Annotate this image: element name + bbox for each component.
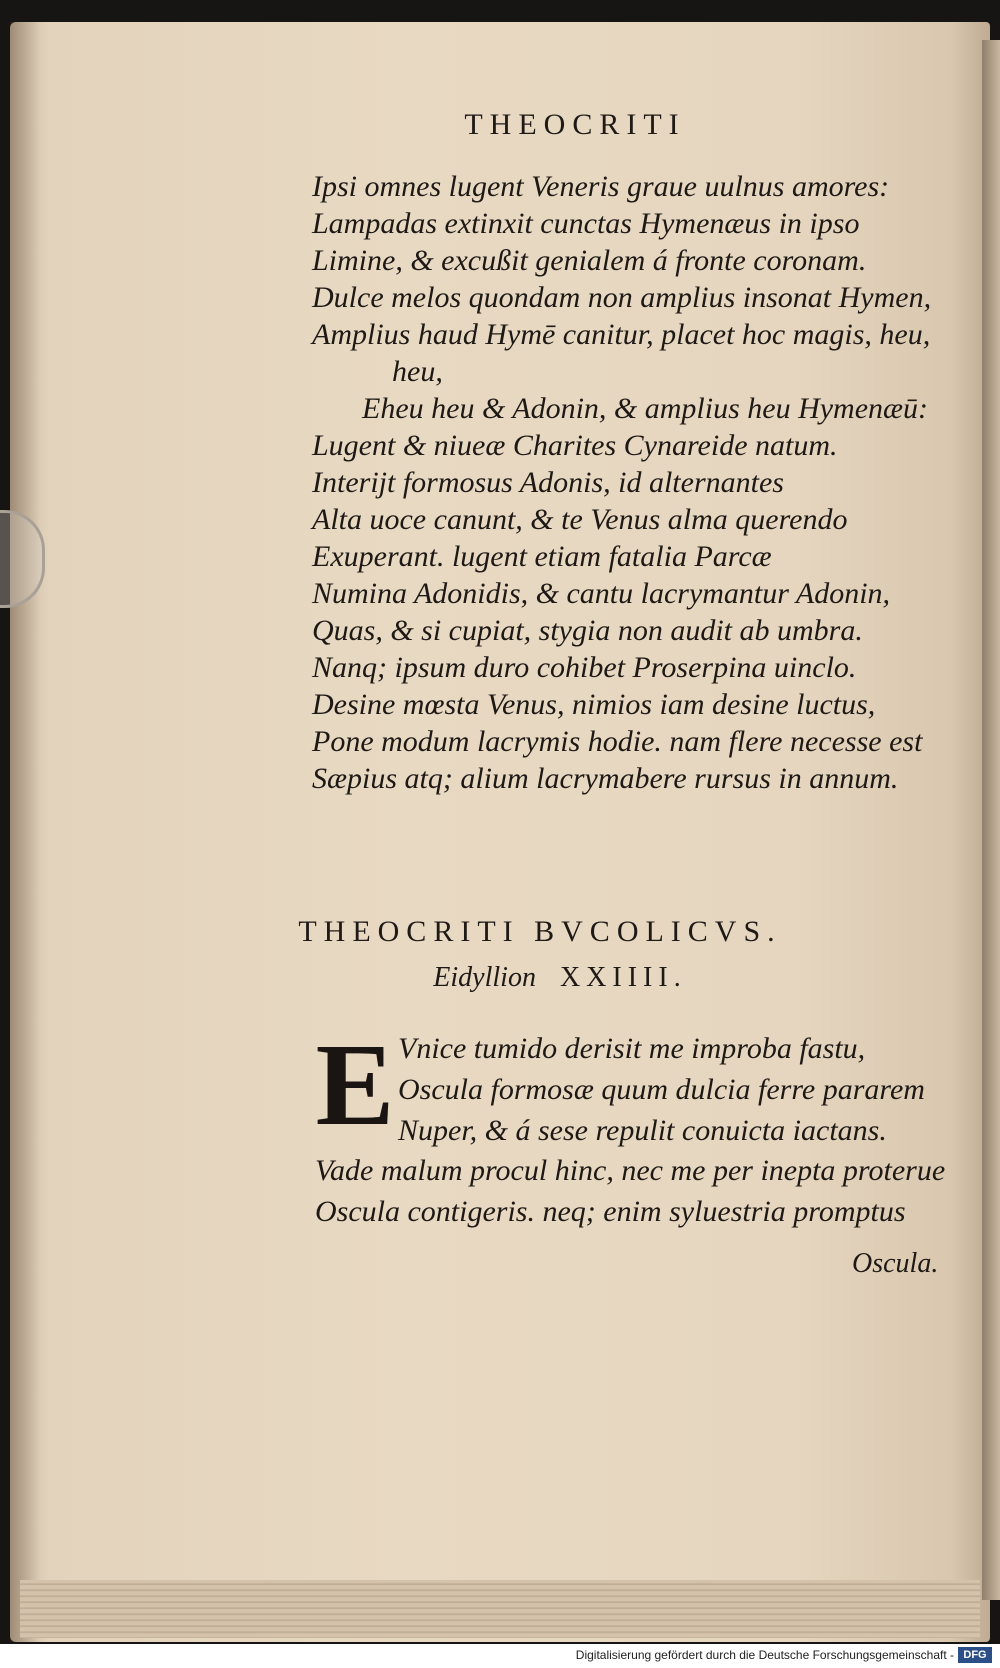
verse-line: Amplius haud Hymē canitur, placet hoc magis, heu,: [312, 318, 931, 351]
footer-credit: Digitalisierung gefördert durch die Deutsche Forschungsgemeinschaft -: [575, 1648, 954, 1662]
verse-line: Numina Adonidis, & cantu lacrymantur Adonin,: [312, 577, 891, 610]
verse-line: Lugent & niueæ Charites Cynareide natum.: [312, 429, 838, 462]
verse-line: Eheu heu & Adonin, & amplius heu Hymenæū:: [362, 392, 929, 425]
section-title: THEOCRITI BVCOLICVS.: [298, 915, 782, 948]
subtitle-number: XXIIII.: [559, 962, 687, 993]
verse-line: heu,: [392, 355, 443, 388]
poem-line: Vnice tumido derisit me improba fastu,: [398, 1032, 866, 1065]
verse-line: Sæpius atq; alium lacrymabere rursus in annum.: [312, 762, 899, 795]
verse-line: Pone modum lacrymis hodie. nam flere necesse est: [312, 725, 923, 758]
section-subtitle: [0, 962, 1000, 994]
decorated-initial: E: [315, 1019, 395, 1150]
poem-line: Vade malum procul hinc, nec me per inepta proterue: [315, 1154, 946, 1187]
poem-line: Oscula formosæ quum dulcia ferre pararem: [398, 1073, 925, 1106]
verse-line: Ipsi omnes lugent Veneris graue uulnus amores:: [312, 170, 890, 203]
poem-continuation: [315, 1150, 955, 1232]
page-gutter-shadow: [10, 22, 40, 1642]
catchword: Oscula.: [852, 1248, 939, 1279]
dfg-logo: DFG: [958, 1647, 992, 1663]
subtitle-word: Eidyllion: [433, 962, 536, 993]
poem-line: Nuper, & á sese repulit conuicta iactans.: [398, 1114, 887, 1147]
verse-line: Nanq; ipsum duro cohibet Proserpina uinclo.: [312, 651, 857, 684]
running-head: THEOCRITI: [464, 108, 686, 141]
verse-line: Dulce melos quondam non amplius insonat Hymen,: [312, 281, 932, 314]
verse-line: Exuperant. lugent etiam fatalia Parcæ: [312, 540, 772, 573]
verse-line: Quas, & si cupiat, stygia non audit ab umbra.: [312, 614, 863, 647]
poem-opening: [398, 1028, 958, 1151]
page-stack-edges: [20, 1580, 980, 1638]
verse-line: Desine mœsta Venus, nimios iam desine luctus,: [312, 688, 876, 721]
verse-line: Lampadas extinxit cunctas Hymenæus in ipso: [312, 207, 860, 240]
next-page-edge: [982, 40, 1000, 1600]
verse-line: Interijt formosus Adonis, id alternantes: [312, 466, 784, 499]
verse-line: Limine, & excußit genialem á fronte coronam.: [312, 244, 867, 277]
verse-block: [312, 168, 952, 797]
verse-line: Alta uoce canunt, & te Venus alma querendo: [312, 503, 848, 536]
poem-line: Oscula contigeris. neq; enim syluestria promptus: [315, 1195, 906, 1228]
